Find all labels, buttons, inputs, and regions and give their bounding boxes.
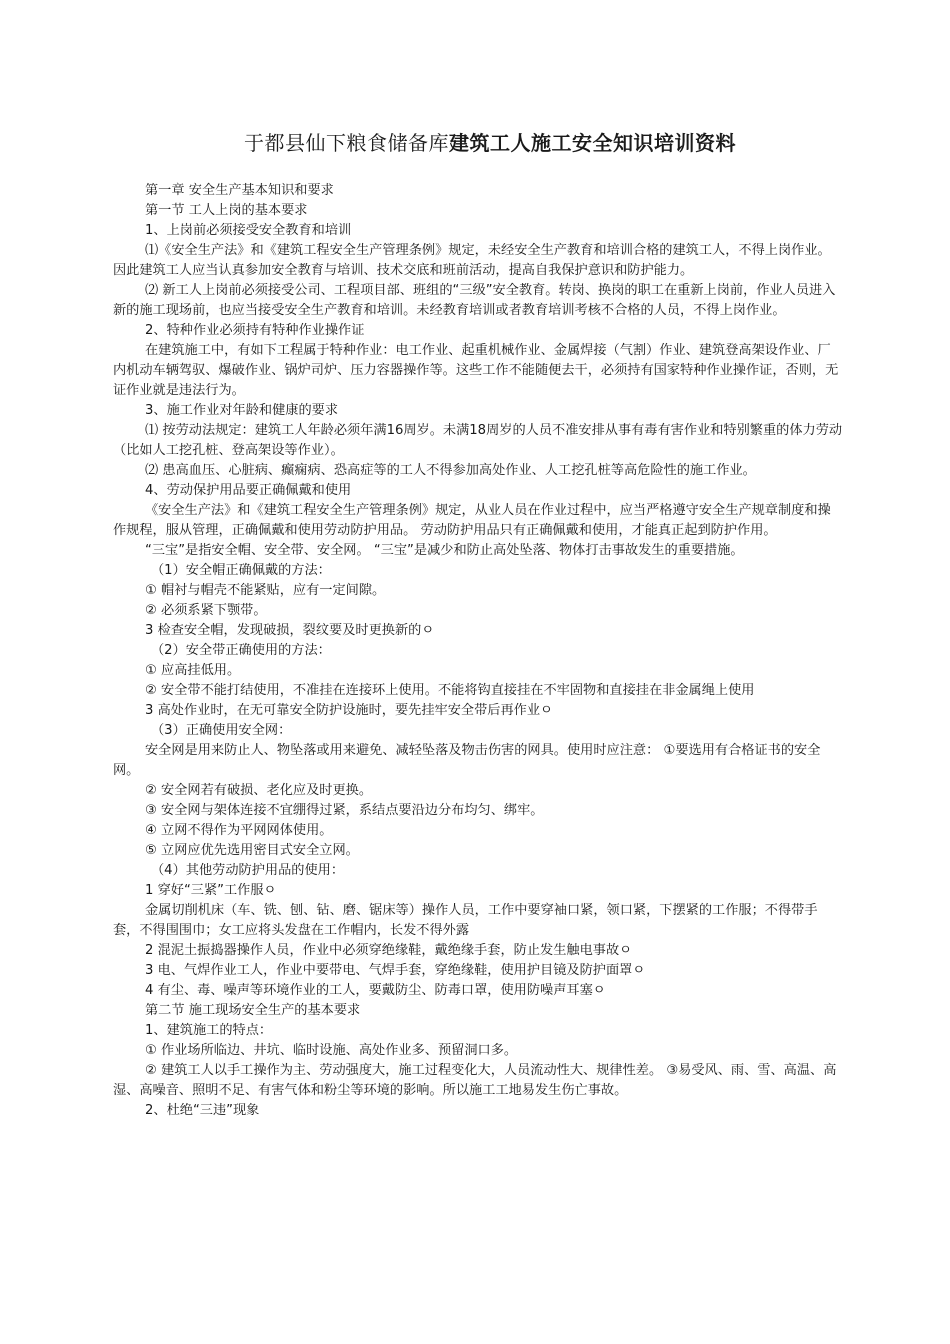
list-item: 4 有尘、毒、噪声等环境作业的工人，要戴防尘、防毒口罩，使用防噪声耳塞ㅇ	[145, 983, 606, 998]
chapter-heading: 第一章 安全生产基本知识和要求	[145, 183, 334, 198]
list-item: 2 混泥土振捣器操作人员，作业中必须穿绝缘鞋，戴绝缘手套，防止发生触电事故ㅇ	[145, 943, 632, 958]
item-heading: （4）其他劳动防护用品的使用：	[151, 863, 345, 878]
list-item: 3 高处作业时，在无可靠安全防护设施时，要先挂牢安全带后再作业ㅇ	[145, 703, 553, 718]
item-heading: （1）安全帽正确佩戴的方法：	[151, 563, 331, 578]
paragraph: 安全网是用来防止人、物坠落或用来避免、减轻坠落及物击伤害的网具。使用时应注意： ①要选用有合格证书的安全网。	[113, 743, 821, 778]
section-heading: 第一节 工人上岗的基本要求	[145, 203, 308, 218]
subsection-heading: 1、建筑施工的特点：	[145, 1023, 273, 1038]
list-item: ① 应高挂低用。	[145, 663, 241, 678]
list-item: 3 检查安全帽，发现破损，裂纹要及时更换新的ㅇ	[145, 623, 435, 638]
paragraph: ⑴《安全生产法》和《建筑工程安全生产管理条例》规定，未经安全生产教育和培训合格的建筑工人，不得上岗作业。因此建筑工人应当认真参加安全教育与培训、技术交底和班前活动，提高自我保护意识和防护能力。	[113, 243, 831, 278]
paragraph: “三宝”是指安全帽、安全带、安全网。 “三宝”是减少和防止高处坠落、物体打击事故发生的重要措施。	[145, 543, 744, 558]
paragraph: 在建筑施工中，有如下工程属于特种作业：电工作业、起重机械作业、金属焊接（气割）作业、建筑登高架设作业、厂内机动车辆驾驭、爆破作业、锅炉司炉、压力容器操作等。这些工作不能随便去干，必须持有国家特种作业操作证，否则，无证作业就是违法行为。	[113, 343, 839, 398]
list-item: ④ 立网不得作为平网网体使用。	[145, 823, 333, 838]
title-prefix: 于都县仙下粮食储备库	[244, 131, 449, 155]
list-item: ⑤ 立网应优先选用密目式安全立网。	[145, 843, 359, 858]
list-item: ② 安全网若有破损、老化应及时更换。	[145, 783, 373, 798]
section-heading: 第二节 施工现场安全生产的基本要求	[145, 1003, 361, 1018]
list-item: ① 帽衬与帽壳不能紧贴，应有一定间隙。	[145, 583, 386, 598]
list-item: ② 建筑工人以手工操作为主、劳动强度大，施工过程变化大，人员流动性大、规律性差。 ③易受风、雨、雪、高温、高湿、高噪音、照明不足、有害气体和粉尘等环境的影响。所以施工工地易发生伤亡事故。	[113, 1063, 837, 1098]
item-heading: （3）正确使用安全网：	[151, 723, 292, 738]
subsection-heading: 2、特种作业必须持有特种作业操作证	[145, 323, 365, 338]
paragraph: 《安全生产法》和《建筑工程安全生产管理条例》规定，从业人员在作业过程中，应当严格遵守安全生产规章制度和操作规程，服从管理，正确佩戴和使用劳动防护用品。 劳动防护用品只有正确佩戴和使用，才能真正起到防护作用。	[113, 503, 831, 538]
paragraph: ⑵ 患高血压、心脏病、癫痫病、恐高症等的工人不得参加高处作业、人工挖孔桩等高危险性的施工作业。	[145, 463, 756, 478]
paragraph: ⑵ 新工人上岗前必须接受公司、工程项目部、班组的“三级”安全教育。转岗、换岗的职工在重新上岗前，作业人员进入新的施工现场前，也应当接受安全生产教育和培训。未经教育培训或者教育培训考核不合格的人员，不得上岗作业。	[113, 283, 836, 318]
subsection-heading: 1、上岗前必须接受安全教育和培训	[145, 223, 352, 238]
document-body	[113, 181, 843, 1121]
document-title	[0, 128, 950, 158]
subsection-heading: 3、施工作业对年龄和健康的要求	[145, 403, 339, 418]
title-main: 建筑工人施工安全知识培训资料	[449, 131, 736, 155]
list-item: ② 必须系紧下颚带。	[145, 603, 267, 618]
paragraph: 金属切削机床（车、铣、刨、钻、磨、锯床等）操作人员，工作中要穿袖口紧，领口紧，下摆紧的工作服；不得带手套，不得围围巾；女工应将头发盘在工作帽内，长发不得外露	[113, 903, 818, 938]
subsection-heading: 4、劳动保护用品要正确佩戴和使用	[145, 483, 352, 498]
list-item: ② 安全带不能打结使用，不准挂在连接环上使用。不能将钩直接挂在不牢固物和直接挂在非金属绳上使用	[145, 683, 755, 698]
item-heading: （2）安全带正确使用的方法：	[151, 643, 331, 658]
list-item: ① 作业场所临边、井坑、临时设施、高处作业多、预留洞口多。	[145, 1043, 518, 1058]
paragraph: ⑴ 按劳动法规定：建筑工人年龄必须年满16周岁。未满18周岁的人员不准安排从事有毒有害作业和特别繁重的体力劳动（比如人工挖孔桩、登高架设等作业）。	[113, 423, 843, 458]
subsection-heading: 2、杜绝“三违”现象	[145, 1103, 260, 1118]
list-item: 3 电、气焊作业工人，作业中要带电、气焊手套，穿绝缘鞋，使用护目镜及防护面罩ㅇ	[145, 963, 646, 978]
list-item: ③ 安全网与架体连接不宜绷得过紧，系结点要沿边分布均匀、绑牢。	[145, 803, 544, 818]
list-item: 1 穿好“三紧”工作服ㅇ	[145, 883, 277, 898]
